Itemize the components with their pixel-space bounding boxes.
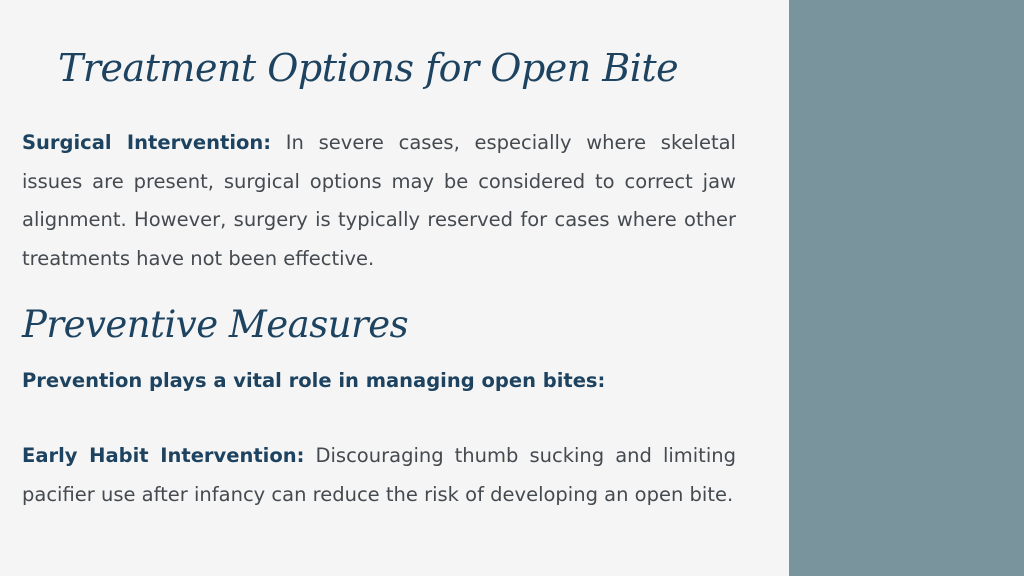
surgical-intervention-paragraph [22, 124, 736, 278]
early-habit-intervention-label: Early Habit Intervention: [22, 444, 305, 467]
preventive-measures-heading: Preventive Measures [22, 303, 409, 346]
early-habit-intervention-paragraph [22, 437, 736, 514]
surgical-intervention-text: In severe cases, especially where skeletal issues are present, surgical options may be considered to correct jaw alignment. However, surgery is typically reserved for cases where other treatments have not been effective. [22, 131, 736, 270]
early-habit-intervention-text: Discouraging thumb sucking and limiting pacifier use after infancy can reduce the risk of developing an open bite. [22, 444, 736, 506]
slide-title: Treatment Options for Open Bite [58, 46, 679, 90]
surgical-intervention-label: Surgical Intervention: [22, 131, 272, 154]
decorative-side-panel [789, 0, 1024, 576]
prevention-lead-text: Prevention plays a vital role in managing open bites: [22, 369, 606, 392]
